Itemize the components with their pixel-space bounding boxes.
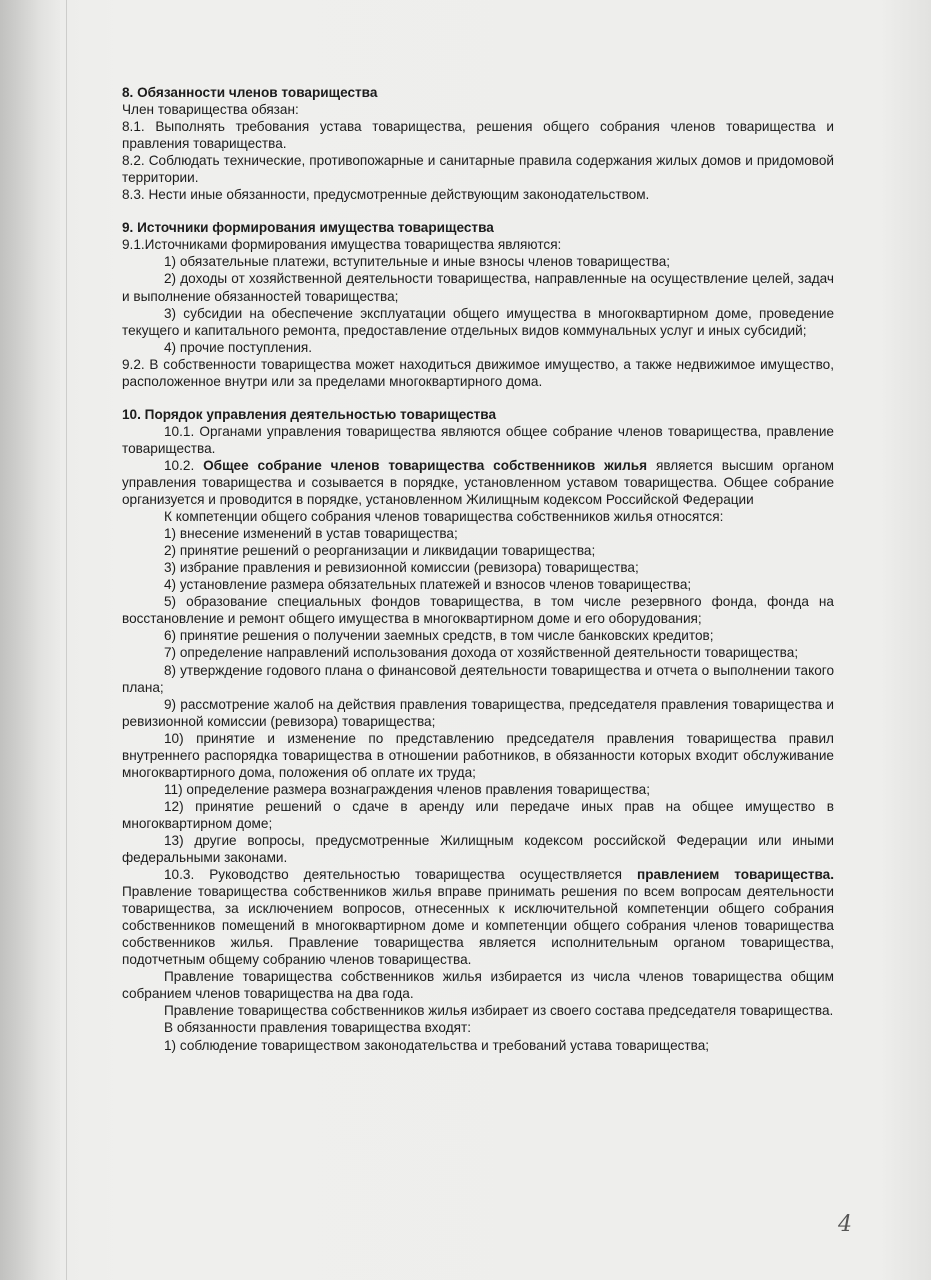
section-10-3 [122,866,834,968]
section-10-2-text: является высшим органом управления товарищества и созывается в порядке, установленном уставом товарищества. Общее собрание организуется и проводится в порядке, установленном Жилищным кодексом Российской Федерации [122,457,834,508]
competence-item-11: 11) определение размера вознаграждения членов правления товарищества; [164,781,651,797]
section-10-3-text-start: 10.3. Руководство деятельностью товарищества осуществляется [164,867,637,883]
section-9-item-4: 4) прочие поступления. [164,339,313,355]
competence-item-5: 5) образование специальных фондов товарищества, в том числе резервного фонда, фонда на восстановление и ремонт общего имущества в многоквартирном доме и его оборудования; [122,594,834,627]
section-10-3-bold: правлением товарищества. [636,867,835,883]
binding-shadow [0,0,60,1280]
competence-item-8: 8) утверждение годового плана о финансовой деятельности товарищества и отчета о выполнении такого плана; [122,662,834,695]
board-chairman: Правление товарищества собственников жилья избирает из своего состава председателя товарищества. [164,1003,834,1019]
competence-item-9: 9) рассмотрение жалоб на действия правления товарищества, председателя правления товарищества и ревизионной комиссии (ревизора) товарищества; [122,696,834,729]
section-10-3-text: Правление товарищества собственников жилья вправе принимать решения по всем вопросам деятельности товарищества, за исключением вопросов, отнесенных к исключительной компетенции общего собрания собственников помещений в многоквартирном доме и компетенции общего собрания членов товарищества собственников жилья. Правление товарищества является исполнительным органом товарищества, подотчетным общему собранию членов товарищества. [122,884,834,968]
section-10-title: 10. Порядок управления деятельностью товарищества [122,406,497,422]
section-10-1: 10.1. Органами управления товарищества являются общее собрание членов товарищества, правление товарищества. [122,423,834,456]
section-9-2: 9.2. В собственности товарищества может находиться движимое имущество, а также недвижимое имущество, расположенное внутри или за пределами многоквартирного дома. [122,356,834,389]
competence-item-10: 10) принятие и изменение по представлению председателя правления товарищества правил внутреннего распорядка товарищества в отношении работников, в обязанности которых входит обслуживание многоквартирного дома, положения об оплате их труда; [122,730,834,780]
section-8-intro: Член товарищества обязан: [122,102,299,118]
competence-item-3: 3) избрание правления и ревизионной комиссии (ревизора) товарищества; [164,560,639,576]
board-election: Правление товарищества собственников жилья избирается из числа членов товарищества общим собранием членов товарищества на два года. [122,969,834,1002]
section-8-2: 8.2. Соблюдать технические, противопожарные и санитарные правила содержания жилых домов и придомовой территории. [122,153,834,186]
section-9-item-1: 1) обязательные платежи, вступительные и иные взносы членов товарищества; [164,254,671,270]
section-9-title: 9. Источники формирования имущества товарищества [122,220,494,236]
board-duties-intro: В обязанности правления товарищества входят: [164,1020,471,1036]
competence-item-13: 13) другие вопросы, предусмотренные Жилищным кодексом российской Федерации или иными федеральными законами. [122,832,834,866]
section-8-3: 8.3. Нести иные обязанности, предусмотренные действующим законодательством. [122,187,650,203]
section-10-2-bold: Общее собрание членов товарищества собственников жилья [203,457,648,473]
section-9-1-intro: 9.1.Источниками формирования имущества товарищества являются: [122,237,562,253]
competence-item-2: 2) принятие решений о реорганизации и ликвидации товарищества; [164,543,596,559]
competence-item-1: 1) внесение изменений в устав товарищества; [164,526,458,542]
section-8-title: 8. Обязанности членов товарищества [122,85,378,100]
page-number: 4 [838,1212,852,1237]
competence-item-12: 12) принятие решений о сдаче в аренду или передаче иных прав на общее имущество в многоквартирном доме; [122,798,834,831]
section-8-1: 8.1. Выполнять требования устава товарищества, решения общего собрания членов товарищества и правления товарищества. [122,119,834,152]
section-10-2-number: 10.2. [164,457,204,473]
fold-line [66,0,67,1280]
board-duty-1: 1) соблюдение товариществом законодательства и требований устава товарищества; [164,1037,710,1053]
section-10-2 [122,457,834,508]
competence-intro: К компетенции общего собрания членов товарищества собственников жилья относятся: [164,509,724,525]
competence-item-6: 6) принятие решения о получении заемных средств, в том числе банковских кредитов; [164,628,714,644]
section-9-item-2: 2) доходы от хозяйственной деятельности товарищества, направленные на осуществление целей, задач и выполнение обязанностей товарищества; [122,271,834,304]
competence-item-4: 4) установление размера обязательных платежей и взносов членов товарищества; [164,577,692,593]
document-body [122,84,834,1054]
section-9-item-3: 3) субсидии на обеспечение эксплуатации общего имущества в многоквартирном доме, проведение текущего и капитального ремонта, предоставление отдельных видов коммунальных услуг и иных субсидий; [122,305,834,338]
competence-item-7: 7) определение направлений использования дохода от хозяйственной деятельности товарищества; [164,645,799,661]
